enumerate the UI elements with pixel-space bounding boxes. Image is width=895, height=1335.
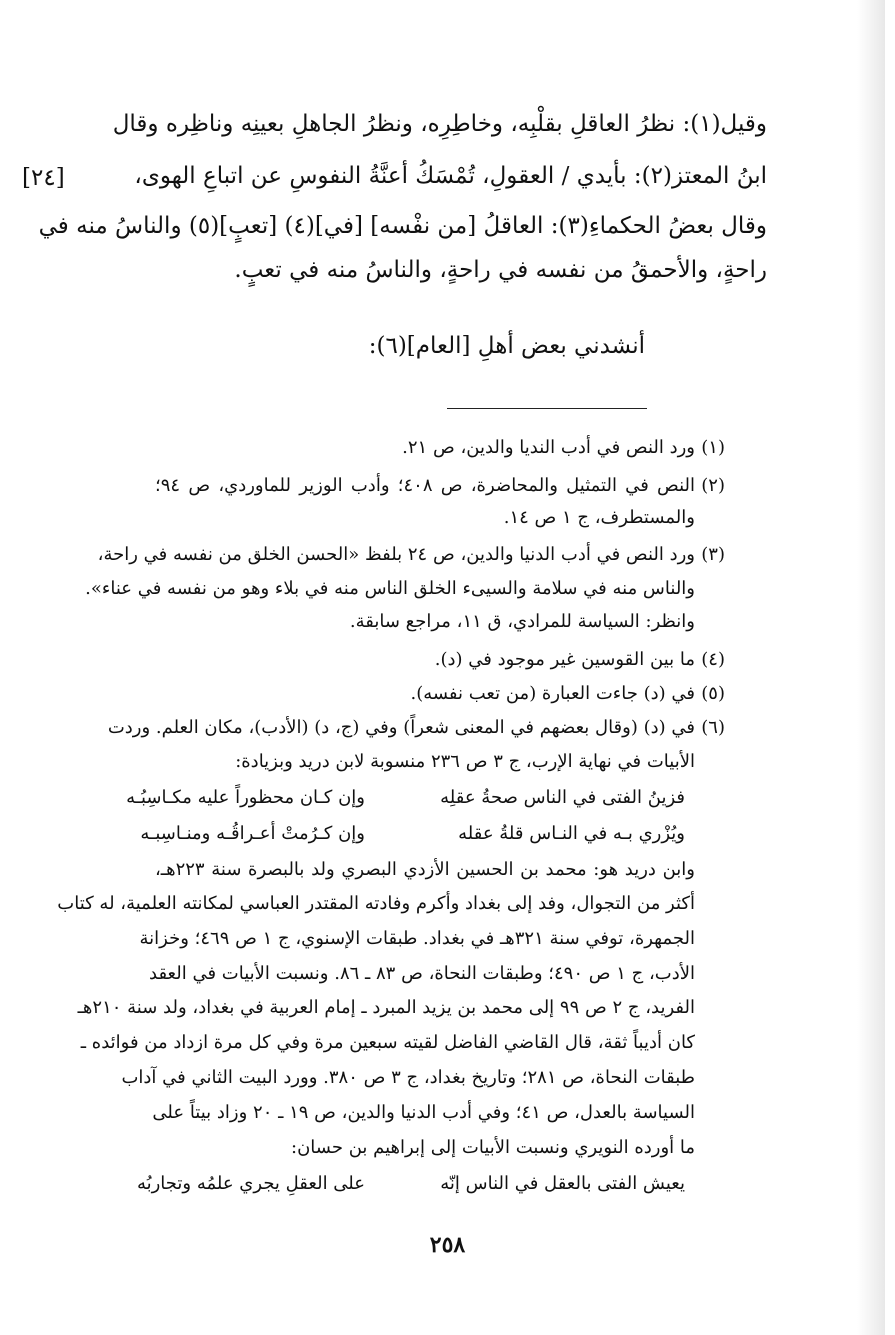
footnote-number: (٥)	[701, 683, 725, 704]
footnote-text: ورد النص في أدب النديا والدين، ص ٢١.	[402, 437, 695, 458]
verse-hemistich: وإن كـرُمتْ أعـراقُـه ومنـاسِبـه	[140, 823, 365, 844]
footnote-number: (١)	[701, 437, 725, 458]
footnote-divider	[447, 408, 647, 409]
footnote-text: ما بين القوسين غير موجود في (د).	[434, 649, 695, 670]
main-text-line: ابنُ المعتز(٢): بأيدي / العقولِ، تُمْسَكُ أعنَّةُ النفوسِ عن اتباعِ الهوى،	[134, 163, 767, 189]
footnote-text: وابن دريد هو: محمد بن الحسين الأزدي البصري ولد بالبصرة سنة ٢٢٣هـ،	[155, 859, 695, 880]
verse-intro: أنشدني بعض أهلِ [العام](٦):	[368, 333, 645, 359]
footnote-text: في (د) (وقال بعضهم في المعنى شعراً) وفي (ج، د) (الأدب)، مكان العلم. وردت	[107, 717, 695, 738]
footnote-number: (٤)	[701, 649, 725, 670]
verse-hemistich: فزينُ الفتى في الناس صحةُ عقلِه	[440, 787, 685, 808]
footnote-text: كان أديباً ثقة، قال القاضي الفاضل لقيته سبعين مرة وفي كل مرة ازداد من فوائده ـ	[80, 1032, 695, 1053]
footnote-text: الفريد، ج ٢ ص ٩٩ إلى محمد بن يزيد المبرد ـ إمام العربية في بغداد، ولد سنة ٢١٠هـ	[77, 997, 695, 1018]
footnote-text: الجمهرة، توفي سنة ٣٢١هـ في بغداد. طبقات الإسنوي، ج ١ ص ٤٦٩؛ وخزانة	[139, 928, 695, 949]
verse-hemistich: ويُزْري بـه في النـاس قلةُ عقله	[458, 823, 685, 844]
footnote-text: الأدب، ج ١ ص ٤٩٠؛ وطبقات النحاة، ص ٨٣ ـ ٨٦. ونسبت الأبيات في العقد	[149, 963, 695, 984]
footnote-text: أكثر من التجوال، وفد إلى بغداد وأكرم وفادته المقتدر العباسي لمكانته العلمية، له كتاب	[57, 893, 695, 914]
footnote-text: في (د) جاءت العبارة (من تعب نفسه).	[410, 683, 695, 704]
footnote-number: (٦)	[701, 717, 725, 738]
footnote-number: (٣)	[701, 544, 725, 565]
footnote-text: وانظر: السياسة للمرادي، ق ١١، مراجع سابقة.	[349, 611, 695, 632]
footnote-text: طبقات النحاة، ص ٢٨١؛ وتاريخ بغداد، ج ٣ ص ٣٨٠. وورد البيت الثاني في آداب	[121, 1067, 695, 1088]
footnote-text: والمستطرف، ج ١ ص ١٤.	[503, 507, 695, 528]
main-text-line: راحةٍ، والأحمقُ من نفسه في راحةٍ، والناسُ منه في تعبٍ.	[234, 257, 767, 283]
footnote-text: السياسة بالعدل، ص ٤١؛ وفي أدب الدنيا والدين، ص ١٩ ـ ٢٠ وزاد بيتاً على	[152, 1102, 695, 1123]
scan-edge-shadow	[857, 0, 885, 1335]
main-text-line: وقيل(١): نظرُ العاقلِ بقلْبِه، وخاطِرِه، ونظرُ الجاهلِ بعينِه وناظِره وقال	[112, 111, 767, 137]
footnote-text: والناس منه في سلامة والسيىء الخلق الناس منه في بلاء وهو من نفسه في عناء».	[85, 578, 695, 599]
footnote-number: (٢)	[701, 475, 725, 496]
footnote-text: ورد النص في أدب الدنيا والدين، ص ٢٤ بلفظ «الحسن الخلق من نفسه في راحة،	[97, 544, 695, 565]
main-text-line: وقال بعضُ الحكماءِ(٣): العاقلُ [من نفْسه] [في](٤) [تعبٍ](٥) والناسُ منه في	[38, 213, 767, 239]
margin-page-marker: [٢٤]	[22, 165, 65, 191]
verse-hemistich: وإن كـان محظوراً عليه مكـاسِبُـه	[126, 787, 365, 808]
verse-hemistich: يعيش الفتى بالعقل في الناس إنّه	[440, 1173, 685, 1194]
footnote-text: ما أورده النويري ونسبت الأبيات إلى إبراهيم بن حسان:	[291, 1137, 695, 1158]
footnote-text: النص في التمثيل والمحاضرة، ص ٤٠٨؛ وأدب الوزير للماوردي، ص ٩٤؛	[155, 475, 696, 496]
footnote-text: الأبيات في نهاية الإرب، ج ٣ ص ٢٣٦ منسوبة لابن دريد وبزيادة:	[235, 751, 695, 772]
verse-hemistich: على العقلِ يجري علمُه وتجاربُه	[136, 1173, 365, 1194]
page-number: ٢٥٨	[429, 1232, 466, 1258]
